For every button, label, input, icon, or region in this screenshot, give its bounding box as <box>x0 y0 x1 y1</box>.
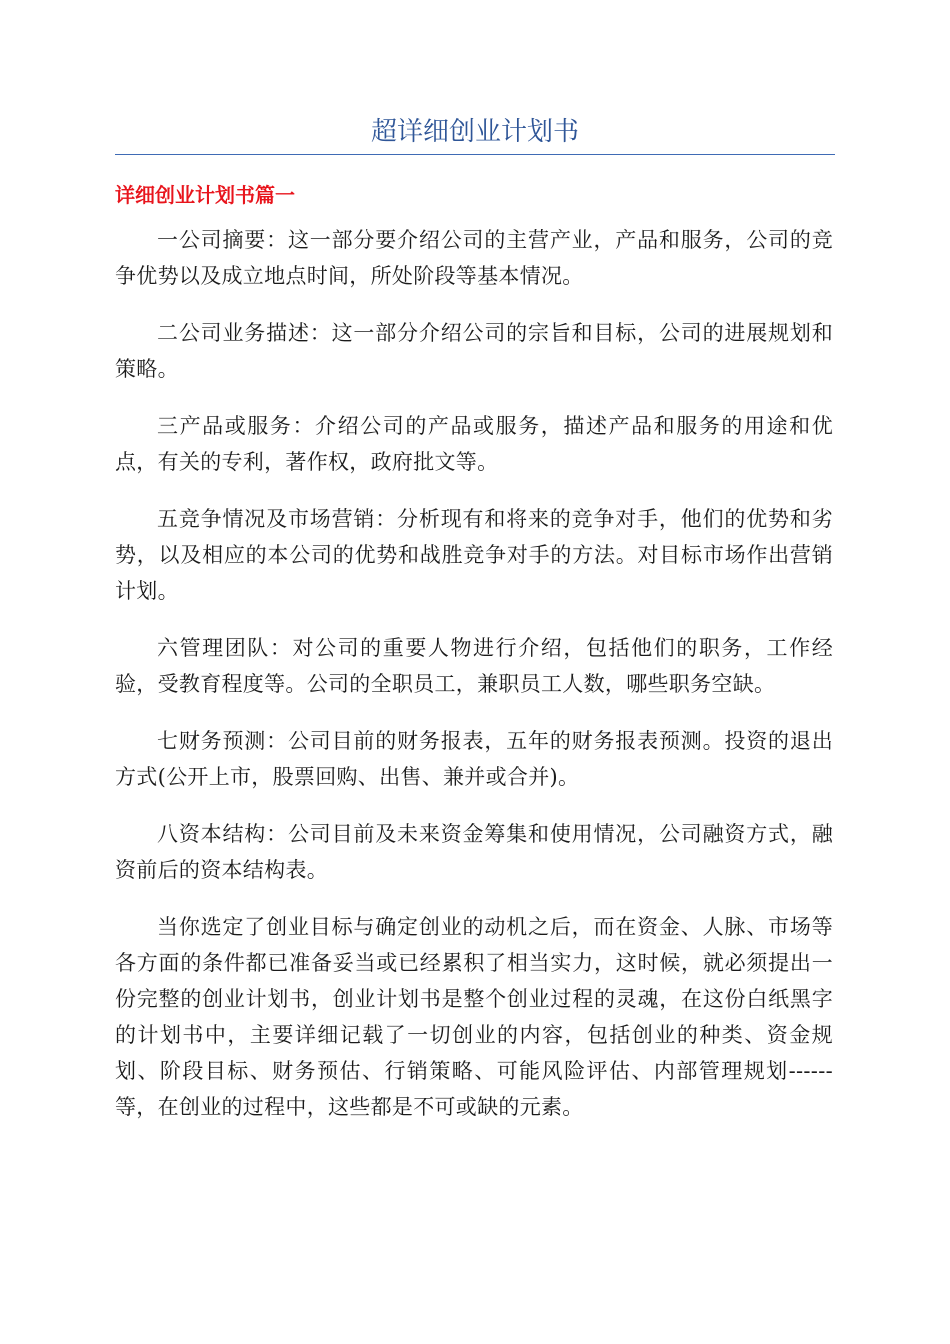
section-heading: 详细创业计划书篇一 <box>115 183 295 207</box>
paragraph-management-team: 六管理团队：对公司的重要人物进行介绍，包括他们的职务，工作经验，受教育程度等。公司的全职员工，兼职员工人数，哪些职务空缺。 <box>115 636 833 696</box>
paragraph-capital-structure: 八资本结构：公司目前及未来资金筹集和使用情况，公司融资方式，融资前后的资本结构表。 <box>115 822 833 882</box>
paragraph-competition-marketing: 五竞争情况及市场营销：分析现有和将来的竞争对手，他们的优势和劣势，以及相应的本公司的优势和战胜竞争对手的方法。对目标市场作出营销计划。 <box>115 507 833 603</box>
page-title: 超详细创业计划书 <box>370 117 579 147</box>
paragraph-conclusion: 当你选定了创业目标与确定创业的动机之后，而在资金、人脉、市场等各方面的条件都已准备妥当或已经累积了相当实力，这时候，就必须提出一份完整的创业计划书，创业计划书是整个创业过程的灵魂，在这份白纸黑字的计划书中，主要详细记载了一切创业的内容，包括创业的种类、资金规划、阶段目标、财务预估、行销策略、可能风险评估、内部管理规划------等，在创业的过程中，这些都是不可或缺的元素。 <box>115 915 833 1119</box>
body-text <box>115 222 833 1146</box>
paragraph-business-description: 二公司业务描述：这一部分介绍公司的宗旨和目标，公司的进展规划和策略。 <box>115 321 833 381</box>
title-divider <box>115 154 835 155</box>
paragraph-financial-forecast: 七财务预测：公司目前的财务报表，五年的财务报表预测。投资的退出方式(公开上市，股票回购、出售、兼并或合并)。 <box>115 729 833 789</box>
paragraph-company-summary: 一公司摘要：这一部分要介绍公司的主营产业，产品和服务，公司的竞争优势以及成立地点时间，所处阶段等基本情况。 <box>115 228 833 288</box>
paragraph-products-services: 三产品或服务：介绍公司的产品或服务，描述产品和服务的用途和优点，有关的专利，著作权，政府批文等。 <box>115 414 833 474</box>
